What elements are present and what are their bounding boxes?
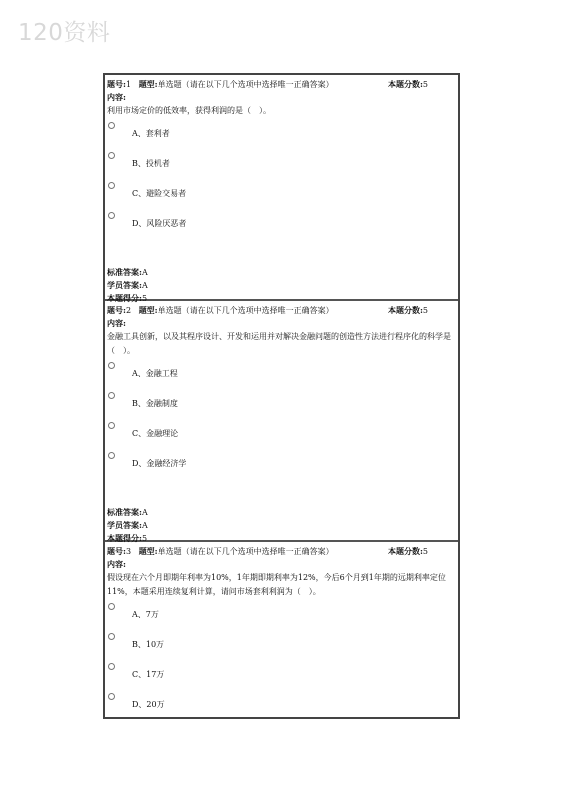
stu-answer-value: A <box>141 521 148 530</box>
qtype-label: 题型: <box>138 305 158 315</box>
qno-label: 题号: <box>107 546 126 556</box>
got-value: 5 <box>141 294 148 303</box>
radio-icon[interactable] <box>108 152 115 159</box>
option-label: C、17万 <box>132 670 165 679</box>
radio-icon[interactable] <box>108 633 115 640</box>
score-value: 5 <box>422 547 428 556</box>
radio-icon[interactable] <box>108 663 115 670</box>
qtype-label: 题型: <box>138 546 158 556</box>
option-label: D、金融经济学 <box>132 459 187 468</box>
qtype-value: 单选题（请在以下几个选项中选择唯一正确答案） <box>157 80 334 89</box>
content-label: 内容: <box>107 318 126 328</box>
radio-icon[interactable] <box>108 693 115 700</box>
option-c[interactable] <box>105 663 458 693</box>
got-label: 本题得分: <box>107 293 142 303</box>
option-label: B、10万 <box>132 640 165 649</box>
stu-answer-label: 学员答案: <box>107 520 142 530</box>
score-label: 本题分数: <box>387 305 423 315</box>
student-answer <box>105 279 458 292</box>
option-a[interactable] <box>105 603 458 633</box>
exam-sheet <box>103 73 460 719</box>
question-header <box>105 542 458 558</box>
option-a[interactable] <box>105 122 458 152</box>
option-label: C、金融理论 <box>132 429 179 438</box>
watermark-logo: 120资料 <box>18 20 111 46</box>
option-list <box>105 358 458 482</box>
option-a[interactable] <box>105 362 458 392</box>
radio-icon[interactable] <box>108 392 115 399</box>
question-block-2 <box>105 301 458 542</box>
option-b[interactable] <box>105 633 458 663</box>
std-answer-label: 标准答案: <box>107 267 142 277</box>
stu-answer-label: 学员答案: <box>107 280 142 290</box>
question-block-1 <box>105 75 458 301</box>
option-d[interactable] <box>105 693 458 719</box>
radio-icon[interactable] <box>108 422 115 429</box>
option-label: D、20万 <box>132 700 165 709</box>
option-list <box>105 118 458 242</box>
radio-icon[interactable] <box>108 603 115 610</box>
option-label: A、金融工程 <box>132 369 178 378</box>
qno-value: 2 <box>125 306 132 315</box>
standard-answer <box>105 506 458 519</box>
option-label: B、投机者 <box>132 159 170 168</box>
radio-icon[interactable] <box>108 182 115 189</box>
option-label: A、套利者 <box>132 129 170 138</box>
score-value: 5 <box>422 306 428 315</box>
qno-value: 3 <box>125 547 132 556</box>
option-label: B、金融制度 <box>132 399 178 408</box>
question-stem: 利用市场定价的低效率，获得利润的是（ ）。 <box>107 106 271 115</box>
score-label: 本题分数: <box>387 79 423 89</box>
option-label: D、风险厌恶者 <box>132 219 187 228</box>
option-label: C、避险交易者 <box>132 189 187 198</box>
qno-label: 题号: <box>107 305 126 315</box>
std-answer-label: 标准答案: <box>107 507 142 517</box>
question-header <box>105 301 458 317</box>
qtype-value: 单选题（请在以下几个选项中选择唯一正确答案） <box>157 306 334 315</box>
got-label: 本题得分: <box>107 533 142 543</box>
option-b[interactable] <box>105 152 458 182</box>
qno-value: 1 <box>125 80 132 89</box>
content-label: 内容: <box>107 559 126 569</box>
question-header <box>105 75 458 91</box>
radio-icon[interactable] <box>108 122 115 129</box>
got-value: 5 <box>141 534 148 543</box>
standard-answer <box>105 266 458 279</box>
qtype-label: 题型: <box>138 79 158 89</box>
option-c[interactable] <box>105 422 458 452</box>
qno-label: 题号: <box>107 79 126 89</box>
qtype-value: 单选题（请在以下几个选项中选择唯一正确答案） <box>157 547 334 556</box>
radio-icon[interactable] <box>108 452 115 459</box>
student-answer <box>105 519 458 532</box>
option-d[interactable] <box>105 452 458 482</box>
question-stem: 金融工具创新，以及其程序设计、开发和运用并对解决金融问题的创造性方法进行程序化的科学是（ ）。 <box>107 332 451 355</box>
stu-answer-value: A <box>141 281 148 290</box>
option-b[interactable] <box>105 392 458 422</box>
question-stem: 假设现在六个月即期年利率为10%，1年期即期利率为12%，今后6个月到1年期的远期利率定位11%，本题采用连续复利计算，请问市场套利利润为（ ）。 <box>107 573 446 596</box>
score-value: 5 <box>422 80 428 89</box>
option-d[interactable] <box>105 212 458 242</box>
std-answer-value: A <box>141 508 148 517</box>
content-label: 内容: <box>107 92 126 102</box>
radio-icon[interactable] <box>108 212 115 219</box>
option-list <box>105 599 458 719</box>
option-c[interactable] <box>105 182 458 212</box>
radio-icon[interactable] <box>108 362 115 369</box>
std-answer-value: A <box>141 268 148 277</box>
score-label: 本题分数: <box>387 546 423 556</box>
question-block-3 <box>105 542 458 719</box>
option-label: A、7万 <box>132 610 159 619</box>
